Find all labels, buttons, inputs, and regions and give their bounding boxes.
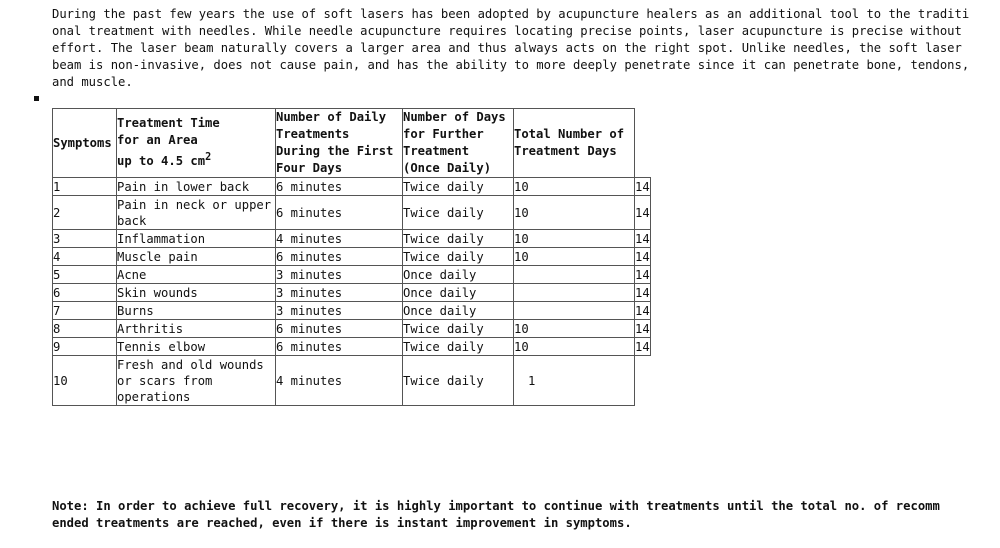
cell-time: 6 minutes xyxy=(276,338,403,356)
cell-days: 10 xyxy=(514,320,635,338)
cell-frequency: Once daily xyxy=(403,284,514,302)
cell-days: 10 xyxy=(514,230,635,248)
cell-time: 4 minutes xyxy=(276,230,403,248)
cell-symptom: Acne xyxy=(117,266,276,284)
cell-time: 3 minutes xyxy=(276,302,403,320)
cell-days xyxy=(514,284,635,302)
note-line: ended treatments are reached, even if there is instant improvement in symptoms. xyxy=(52,516,632,530)
cell-time: 6 minutes xyxy=(276,248,403,266)
intro-line: During the past few years the use of soft lasers has been adopted by acupuncture healers as an additional tool to the traditi xyxy=(52,7,970,21)
table-row xyxy=(53,248,651,266)
cell-num: 6 xyxy=(53,284,117,302)
cell-symptom: Arthritis xyxy=(117,320,276,338)
cell-num: 8 xyxy=(53,320,117,338)
table-row xyxy=(53,266,651,284)
cell-total: 14 xyxy=(635,179,650,194)
intro-line: onal treatment with needles. While needle acupuncture requires locating precise points, laser acupuncture is precise without xyxy=(52,24,962,38)
header-total-days: Total Number of Treatment Days xyxy=(514,109,635,178)
intro-paragraph xyxy=(52,6,992,91)
header-treatment-time: Treatment Time for an Area up to 4.5 $cm^2$ xyxy=(117,109,276,178)
cell-total: 14 xyxy=(635,231,650,246)
cell-num: 3 xyxy=(53,230,117,248)
intro-line: and muscle. xyxy=(52,75,133,89)
table-row xyxy=(53,356,651,406)
cell-frequency: Twice daily xyxy=(403,178,514,196)
header-further-days: Number of Days for Further Treatment (Once Daily) xyxy=(403,109,514,178)
cell-symptom: Skin wounds xyxy=(117,284,276,302)
treatment-table xyxy=(52,108,651,406)
header-daily-treatments: Number of Daily Treatments During the First Four Days xyxy=(276,109,403,178)
cell-frequency: Once daily xyxy=(403,266,514,284)
cell-days: 1 xyxy=(514,356,635,406)
cell-num: 1 xyxy=(53,178,117,196)
table-row xyxy=(53,302,651,320)
cell-symptom: Burns xyxy=(117,302,276,320)
cell-symptom: Tennis elbow xyxy=(117,338,276,356)
header-symptoms: Symptoms xyxy=(53,109,117,178)
cell-time: 4 minutes xyxy=(276,356,403,406)
bullet-marker xyxy=(34,96,39,101)
cell-num: 9 xyxy=(53,338,117,356)
cell-symptom: Pain in lower back xyxy=(117,178,276,196)
cell-num: 7 xyxy=(53,302,117,320)
note-paragraph xyxy=(52,498,992,532)
cell-days: 10 xyxy=(514,248,635,266)
cell-frequency: Twice daily xyxy=(403,248,514,266)
cell-frequency: Twice daily xyxy=(403,320,514,338)
cell-frequency: Twice daily xyxy=(403,338,514,356)
cell-total: 14 xyxy=(635,196,651,230)
cell-total: 14 xyxy=(635,249,650,264)
cell-symptom: Inflammation xyxy=(117,230,276,248)
table-row xyxy=(53,178,651,196)
cell-num: 5 xyxy=(53,266,117,284)
cell-total: 14 xyxy=(635,321,650,336)
cell-symptom: Fresh and old wounds or scars from operations xyxy=(117,356,276,406)
cell-frequency: Once daily xyxy=(403,302,514,320)
cell-time: 6 minutes xyxy=(276,196,403,230)
intro-line: effort. The laser beam naturally covers a larger area and thus always acts on the right spot. Unlike needles, the soft laser xyxy=(52,41,962,55)
cell-total: 14 xyxy=(635,267,650,282)
cell-time: 6 minutes xyxy=(276,178,403,196)
note-line: Note: In order to achieve full recovery, it is highly important to continue with treatments until the total no. of recomm xyxy=(52,499,940,513)
cell-time: 6 minutes xyxy=(276,320,403,338)
cell-days xyxy=(514,302,635,320)
table-header-row xyxy=(53,109,651,178)
cell-frequency: Twice daily xyxy=(403,230,514,248)
cell-total: 14 xyxy=(635,303,650,318)
table-row xyxy=(53,230,651,248)
cell-frequency: Twice daily xyxy=(403,196,514,230)
cell-num: 10 xyxy=(53,356,117,406)
cell-days: 10 xyxy=(514,196,635,230)
cell-time: 3 minutes xyxy=(276,284,403,302)
table-row xyxy=(53,284,651,302)
cell-num: 2 xyxy=(53,196,117,230)
cell-symptom: Muscle pain xyxy=(117,248,276,266)
cell-symptom: Pain in neck or upper back xyxy=(117,196,276,230)
table-row xyxy=(53,196,651,230)
cell-num: 4 xyxy=(53,248,117,266)
cell-days: 10 xyxy=(514,178,635,196)
treatment-table-container xyxy=(52,108,651,406)
table-row xyxy=(53,338,651,356)
cell-days: 10 xyxy=(514,338,635,356)
header-blank xyxy=(635,109,651,178)
intro-line: beam is non-invasive, does not cause pain, and has the ability to more deeply penetrate since it can penetrate bone, tendons, xyxy=(52,58,970,72)
cell-total xyxy=(635,356,651,406)
cell-frequency: Twice daily xyxy=(403,356,514,406)
cell-time: 3 minutes xyxy=(276,266,403,284)
cell-total: 14 xyxy=(635,285,650,300)
cell-days xyxy=(514,266,635,284)
cell-total: 14 xyxy=(635,339,650,354)
table-row xyxy=(53,320,651,338)
